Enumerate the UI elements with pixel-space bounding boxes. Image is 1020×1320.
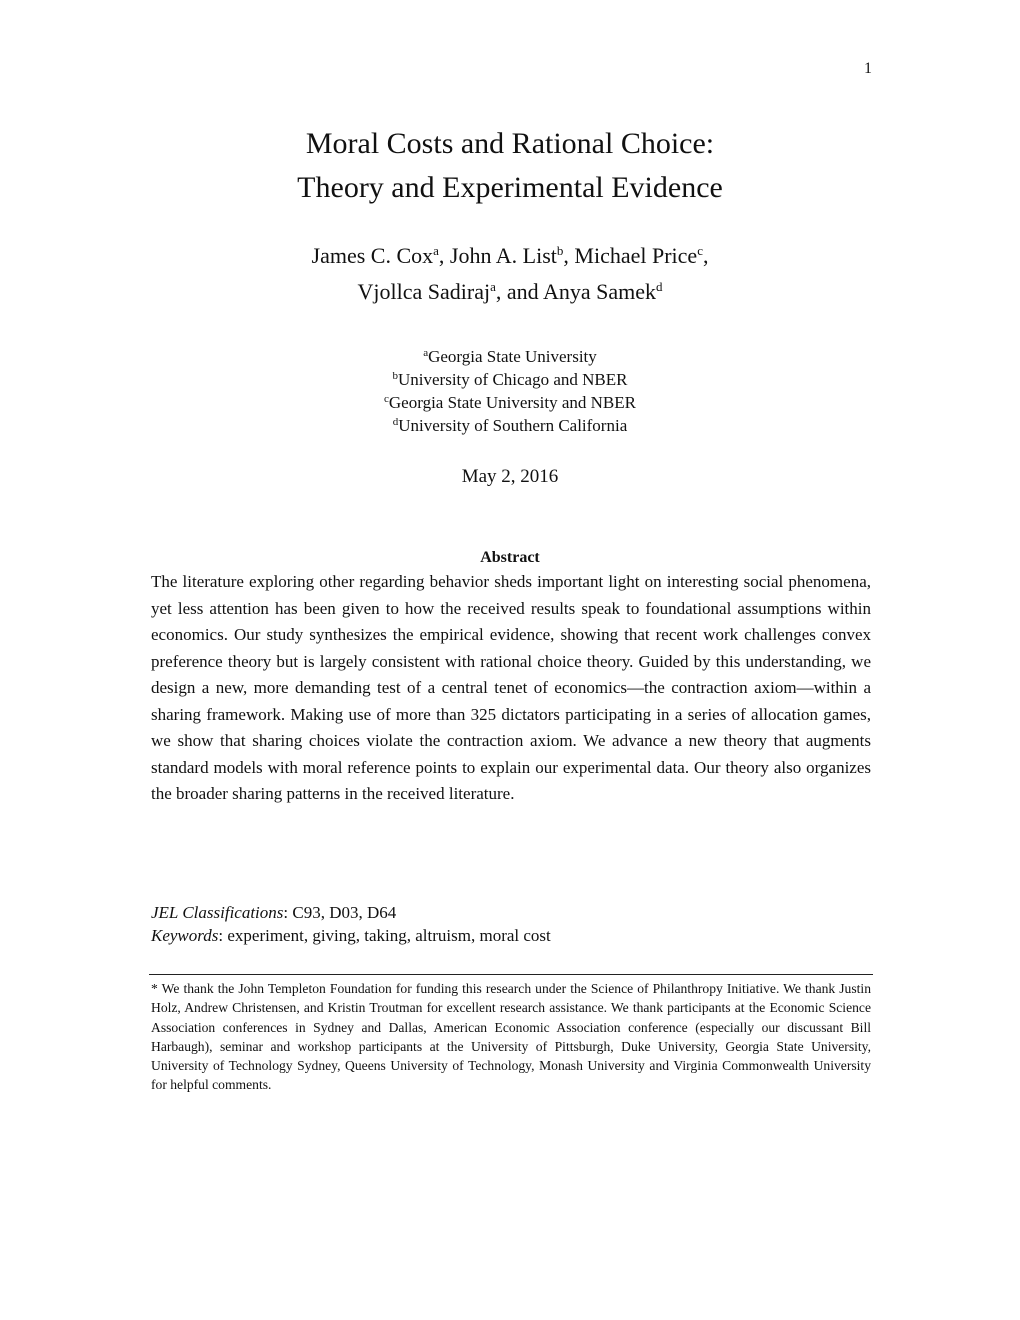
affiliation-item xyxy=(0,345,1020,368)
affiliation-item xyxy=(0,368,1020,391)
classification-block xyxy=(151,901,871,947)
author-affil-mark: b xyxy=(556,243,564,258)
jel-label: JEL Classifications xyxy=(151,903,284,922)
title-line-2: Theory and Experimental Evidence xyxy=(297,171,723,204)
author-name: Michael Price xyxy=(574,243,698,268)
jel-classifications xyxy=(151,901,871,924)
author-separator: , xyxy=(438,243,450,268)
affiliation-item xyxy=(0,414,1020,437)
affiliation-mark: c xyxy=(384,393,389,405)
jel-value: : C93, D03, D64 xyxy=(283,903,397,922)
author-list xyxy=(0,238,1020,310)
author-line-1 xyxy=(0,238,1020,274)
affiliation-mark: b xyxy=(392,370,399,382)
abstract-body: The literature exploring other regarding behavior sheds important light on interesting social phenomena, yet less attention has been given to how the received results speak to foundational assumptions within economics. Our study synthesizes the empirical evidence, showing that recent work challenges convex preference theory but is largely consistent with rational choice theory. Guided by this understanding, we design a new, more demanding test of a central tenet of economics—the contraction axiom—within a sharing framework. Making use of more than 325 dictators participating in a series of allocation games, we show that sharing choices violate the contraction axiom. We advance a new theory that augments standard models with moral reference points to explain our experimental data. Our theory also organizes the broader sharing patterns in the received literature. xyxy=(151,572,871,803)
keywords xyxy=(151,924,871,947)
author-separator: , and xyxy=(495,279,543,304)
affiliation-mark: d xyxy=(392,416,399,428)
author-affil-mark: a xyxy=(490,279,496,294)
author-name: John A. List xyxy=(449,243,557,268)
author-separator: , xyxy=(563,243,575,268)
abstract-heading: Abstract xyxy=(480,549,540,566)
affiliation-text: Georgia State University xyxy=(428,347,597,366)
paper-title xyxy=(0,122,1020,210)
author-affil-mark: d xyxy=(655,279,663,294)
author-line-2 xyxy=(0,274,1020,310)
author-affil-mark: c xyxy=(697,243,703,258)
keywords-value: : experiment, giving, taking, altruism, moral cost xyxy=(218,926,551,945)
affiliation-item xyxy=(0,391,1020,414)
page-number: 1 xyxy=(864,60,872,77)
author-name: Vjollca Sadiraj xyxy=(357,279,491,304)
affiliation-text: University of Southern California xyxy=(398,416,628,435)
affiliation-list xyxy=(0,345,1020,437)
author-name: James C. Cox xyxy=(311,243,434,268)
affiliation-mark: a xyxy=(423,347,429,359)
footnote-divider xyxy=(149,974,873,975)
title-line-1: Moral Costs and Rational Choice: xyxy=(305,127,715,160)
publication-date: May 2, 2016 xyxy=(461,466,559,487)
keywords-label: Keywords xyxy=(151,926,219,945)
author-name: Anya Samek xyxy=(542,279,656,304)
author-affil-mark: a xyxy=(433,243,439,258)
author-separator: , xyxy=(702,243,709,268)
affiliation-text: University of Chicago and NBER xyxy=(398,370,628,389)
acknowledgement-footnote: * We thank the John Templeton Foundation for funding this research under the Science of Philanthropy Initiative. We thank Justin Holz, Andrew Christensen, and Kristin Troutman for excellent research assistance. We thank participants at the Economic Science Association conferences in Sydney and Dallas, American Economic Association conference (especially our discussant Bill Harbaugh), seminar and workshop participants at the University of Pittsburgh, Duke University, Georgia State University, University of Technology Sydney, Queens University of Technology, Monash University and Virginia Commonwealth University for helpful comments. xyxy=(151,981,871,1093)
affiliation-text: Georgia State University and NBER xyxy=(388,393,636,412)
